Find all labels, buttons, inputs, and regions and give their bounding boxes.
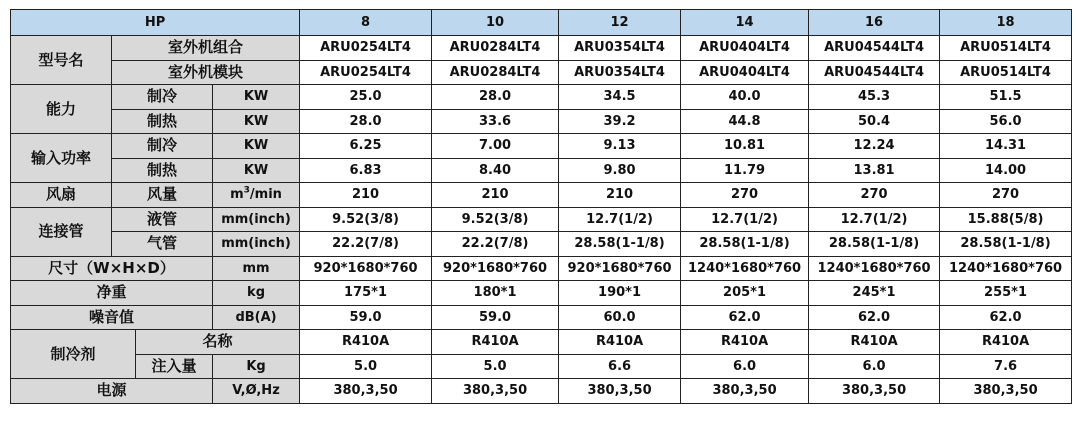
header-hp-value: 16 [809, 10, 940, 36]
refrigerant-name-label: 名称 [136, 330, 300, 355]
capacity-heat-cell: 44.8 [681, 109, 809, 134]
refrigerant-name-cell: R410A [559, 330, 681, 355]
model-combo-cell: ARU0404LT4 [681, 36, 809, 61]
pipe-liquid-cell: 9.52(3/8) [432, 207, 559, 232]
unit-rest: /min [249, 187, 282, 203]
refrigerant-charge-cell: 6.0 [681, 354, 809, 379]
header-hp-value: 14 [681, 10, 809, 36]
power-cool-cell: 14.31 [940, 134, 1072, 159]
pipe-gas-label: 气管 [112, 232, 213, 257]
capacity-cool-cell: 40.0 [681, 85, 809, 110]
power-cool-cell: 9.13 [559, 134, 681, 159]
power-heat-cell: 13.81 [809, 158, 940, 183]
weight-cell: 205*1 [681, 281, 809, 306]
noise-cell: 62.0 [940, 305, 1072, 330]
pipe-gas-cell: 28.58(1-1/8) [559, 232, 681, 257]
power-heat-row [11, 158, 1072, 183]
fan-airflow-label: 风量 [112, 183, 213, 208]
refrigerant-name-cell: R410A [432, 330, 559, 355]
supply-cell: 380,3,50 [300, 379, 432, 404]
header-hp-value: 18 [940, 10, 1072, 36]
capacity-heat-row [11, 109, 1072, 134]
supply-cell: 380,3,50 [559, 379, 681, 404]
pipe-gas-cell: 28.58(1-1/8) [940, 232, 1072, 257]
model-group-label: 型号名 [11, 36, 112, 85]
supply-cell: 380,3,50 [432, 379, 559, 404]
pipe-liquid-cell: 9.52(3/8) [300, 207, 432, 232]
fan-airflow-cell: 270 [809, 183, 940, 208]
capacity-group-label: 能力 [11, 85, 112, 134]
pipe-liquid-label: 液管 [112, 207, 213, 232]
pipe-gas-cell: 28.58(1-1/8) [809, 232, 940, 257]
unit-base: m [230, 187, 244, 203]
header-hp-value: 8 [300, 10, 432, 36]
weight-row [11, 281, 1072, 306]
refrigerant-charge-unit: Kg [213, 354, 300, 379]
size-cell: 1240*1680*760 [940, 256, 1072, 281]
fan-airflow-cell: 210 [300, 183, 432, 208]
weight-cell: 255*1 [940, 281, 1072, 306]
spec-table [10, 9, 1072, 404]
model-module-cell: ARU0514LT4 [940, 60, 1072, 85]
unit-superscript: 3 [243, 185, 250, 196]
noise-cell: 60.0 [559, 305, 681, 330]
model-combo-cell: ARU0514LT4 [940, 36, 1072, 61]
model-combo-cell: ARU0284LT4 [432, 36, 559, 61]
power-cool-unit: KW [213, 134, 300, 159]
weight-cell: 175*1 [300, 281, 432, 306]
capacity-heat-unit: KW [213, 109, 300, 134]
noise-row [11, 305, 1072, 330]
capacity-heat-cell: 28.0 [300, 109, 432, 134]
refrigerant-name-cell: R410A [940, 330, 1072, 355]
power-cool-cell: 7.00 [432, 134, 559, 159]
power-heat-cell: 6.83 [300, 158, 432, 183]
power-cool-cell: 12.24 [809, 134, 940, 159]
size-label: 尺寸（W×H×D） [11, 256, 213, 281]
capacity-heat-cell: 39.2 [559, 109, 681, 134]
weight-label: 净重 [11, 281, 213, 306]
power-heat-cell: 11.79 [681, 158, 809, 183]
fan-airflow-cell: 210 [559, 183, 681, 208]
capacity-heat-cell: 33.6 [432, 109, 559, 134]
capacity-cool-cell: 25.0 [300, 85, 432, 110]
pipe-liquid-row [11, 207, 1072, 232]
noise-cell: 59.0 [300, 305, 432, 330]
model-combo-cell: ARU0354LT4 [559, 36, 681, 61]
header-hp-label: HP [11, 10, 300, 36]
refrigerant-name-cell: R410A [681, 330, 809, 355]
pipe-gas-row [11, 232, 1072, 257]
pipe-gas-cell: 28.58(1-1/8) [681, 232, 809, 257]
noise-label: 噪音值 [11, 305, 213, 330]
size-cell: 1240*1680*760 [809, 256, 940, 281]
power-heat-cell: 8.40 [432, 158, 559, 183]
pipe-gas-cell: 22.2(7/8) [432, 232, 559, 257]
weight-cell: 190*1 [559, 281, 681, 306]
power-heat-label: 制热 [112, 158, 213, 183]
refrigerant-group-label: 制冷剂 [11, 330, 136, 379]
power-cool-cell: 6.25 [300, 134, 432, 159]
model-combo-cell: ARU04544LT4 [809, 36, 940, 61]
refrigerant-name-cell: R410A [300, 330, 432, 355]
size-cell: 920*1680*760 [300, 256, 432, 281]
model-module-cell: ARU0284LT4 [432, 60, 559, 85]
fan-airflow-cell: 270 [940, 183, 1072, 208]
fan-airflow-cell: 270 [681, 183, 809, 208]
refrigerant-charge-label: 注入量 [136, 354, 213, 379]
noise-unit: dB(A) [213, 305, 300, 330]
model-combo-row [11, 36, 1072, 61]
capacity-cool-cell: 34.5 [559, 85, 681, 110]
power-cool-cell: 10.81 [681, 134, 809, 159]
supply-cell: 380,3,50 [940, 379, 1072, 404]
size-cell: 920*1680*760 [559, 256, 681, 281]
size-row [11, 256, 1072, 281]
capacity-cool-row [11, 85, 1072, 110]
power-cool-label: 制冷 [112, 134, 213, 159]
model-combo-label: 室外机组合 [112, 36, 300, 61]
capacity-cool-label: 制冷 [112, 85, 213, 110]
capacity-heat-label: 制热 [112, 109, 213, 134]
fan-airflow-unit [213, 183, 300, 208]
refrigerant-charge-cell: 6.0 [809, 354, 940, 379]
pipe-gas-cell: 22.2(7/8) [300, 232, 432, 257]
refrigerant-charge-cell: 6.6 [559, 354, 681, 379]
pipe-liquid-cell: 12.7(1/2) [681, 207, 809, 232]
header-hp-value: 12 [559, 10, 681, 36]
fan-group-label: 风扇 [11, 183, 112, 208]
model-module-row [11, 60, 1072, 85]
noise-cell: 59.0 [432, 305, 559, 330]
capacity-cool-cell: 45.3 [809, 85, 940, 110]
pipe-group-label: 连接管 [11, 207, 112, 256]
capacity-cool-unit: KW [213, 85, 300, 110]
model-module-cell: ARU0254LT4 [300, 60, 432, 85]
capacity-heat-cell: 50.4 [809, 109, 940, 134]
size-cell: 1240*1680*760 [681, 256, 809, 281]
supply-cell: 380,3,50 [809, 379, 940, 404]
size-unit: mm [213, 256, 300, 281]
refrigerant-charge-cell: 7.6 [940, 354, 1072, 379]
pipe-liquid-unit: mm(inch) [213, 207, 300, 232]
header-hp-value: 10 [432, 10, 559, 36]
pipe-liquid-cell: 15.88(5/8) [940, 207, 1072, 232]
fan-airflow-cell: 210 [432, 183, 559, 208]
power-heat-cell: 9.80 [559, 158, 681, 183]
noise-cell: 62.0 [809, 305, 940, 330]
refrigerant-name-row [11, 330, 1072, 355]
refrigerant-name-cell: R410A [809, 330, 940, 355]
weight-cell: 180*1 [432, 281, 559, 306]
pipe-gas-unit: mm(inch) [213, 232, 300, 257]
model-module-cell: ARU04544LT4 [809, 60, 940, 85]
weight-cell: 245*1 [809, 281, 940, 306]
size-cell: 920*1680*760 [432, 256, 559, 281]
capacity-cool-cell: 28.0 [432, 85, 559, 110]
pipe-liquid-cell: 12.7(1/2) [559, 207, 681, 232]
power-cool-row [11, 134, 1072, 159]
supply-cell: 380,3,50 [681, 379, 809, 404]
fan-row [11, 183, 1072, 208]
pipe-liquid-cell: 12.7(1/2) [809, 207, 940, 232]
power-heat-cell: 14.00 [940, 158, 1072, 183]
power-group-label: 输入功率 [11, 134, 112, 183]
power-heat-unit: KW [213, 158, 300, 183]
supply-label: 电源 [11, 379, 213, 404]
noise-cell: 62.0 [681, 305, 809, 330]
model-module-cell: ARU0354LT4 [559, 60, 681, 85]
supply-row [11, 379, 1072, 404]
model-module-cell: ARU0404LT4 [681, 60, 809, 85]
refrigerant-charge-cell: 5.0 [432, 354, 559, 379]
refrigerant-charge-row [11, 354, 1072, 379]
model-combo-cell: ARU0254LT4 [300, 36, 432, 61]
capacity-cool-cell: 51.5 [940, 85, 1072, 110]
refrigerant-charge-cell: 5.0 [300, 354, 432, 379]
capacity-heat-cell: 56.0 [940, 109, 1072, 134]
weight-unit: kg [213, 281, 300, 306]
supply-unit: V,Ø,Hz [213, 379, 300, 404]
model-module-label: 室外机模块 [112, 60, 300, 85]
header-row [11, 10, 1072, 36]
